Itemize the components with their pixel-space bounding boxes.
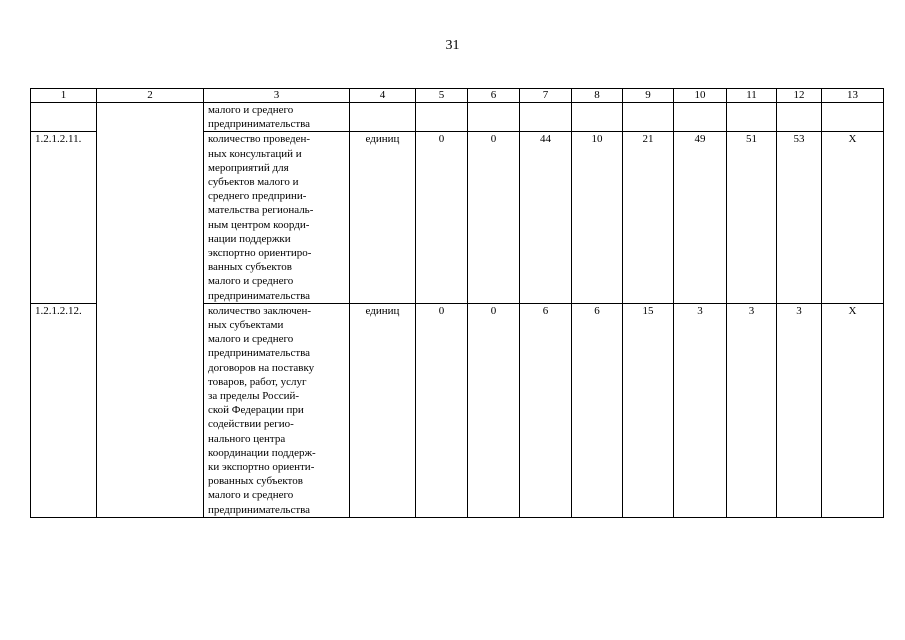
row-name-line: количество проведен- bbox=[208, 133, 311, 146]
row-value bbox=[674, 103, 727, 132]
column-header: 7 bbox=[520, 89, 572, 103]
row-name-line: ным центром коорди- bbox=[208, 218, 310, 231]
row-name-line: мероприятий для bbox=[208, 161, 289, 174]
table-row bbox=[31, 103, 884, 132]
row-name-line: среднего предприни- bbox=[208, 190, 307, 203]
row-value: 3 bbox=[674, 303, 727, 517]
row-name-line: экспортно ориентиро- bbox=[208, 247, 312, 260]
row-value: 6 bbox=[572, 303, 623, 517]
row-value: 51 bbox=[727, 132, 777, 303]
row-value: 21 bbox=[623, 132, 674, 303]
row-value bbox=[468, 103, 520, 132]
row-unit: единиц bbox=[350, 303, 416, 517]
column-header: 12 bbox=[777, 89, 822, 103]
row-value: Х bbox=[822, 303, 884, 517]
row-name-line: ных консультаций и bbox=[208, 147, 302, 160]
row-value: Х bbox=[822, 132, 884, 303]
row-value bbox=[416, 103, 468, 132]
row-name-line: предпринимательства bbox=[208, 347, 311, 360]
row-name-line: ных субъектами bbox=[208, 319, 284, 332]
row-value: 49 bbox=[674, 132, 727, 303]
row-value: 53 bbox=[777, 132, 822, 303]
row-value: 0 bbox=[468, 132, 520, 303]
row-value: 0 bbox=[416, 303, 468, 517]
row-value: 0 bbox=[416, 132, 468, 303]
row-name-line: содействии регио- bbox=[208, 418, 294, 431]
row-name-line: рованных субъектов bbox=[208, 475, 303, 488]
row-code: 1.2.1.2.11. bbox=[31, 132, 97, 303]
row-value: 3 bbox=[777, 303, 822, 517]
column-header: 2 bbox=[97, 89, 204, 103]
column-header: 6 bbox=[468, 89, 520, 103]
row-name-line: предпринимательства bbox=[208, 503, 311, 516]
column-header: 3 bbox=[204, 89, 350, 103]
column-header: 11 bbox=[727, 89, 777, 103]
row-value bbox=[520, 103, 572, 132]
row-name-line: за пределы Россий- bbox=[208, 390, 300, 403]
row-value bbox=[727, 103, 777, 132]
row-value bbox=[777, 103, 822, 132]
row-value: 0 bbox=[468, 303, 520, 517]
row-name-line: предпринимательства bbox=[208, 118, 311, 131]
row-value: 10 bbox=[572, 132, 623, 303]
row-name-line: малого и среднего bbox=[208, 104, 294, 116]
row-name-line: договоров на поставку bbox=[208, 361, 315, 374]
row-name bbox=[204, 303, 350, 517]
row-name-line: малого и среднего bbox=[208, 275, 294, 288]
row-name-line: ки экспортно ориенти- bbox=[208, 461, 315, 474]
row-name-line: малого и среднего bbox=[208, 333, 294, 346]
row-value bbox=[572, 103, 623, 132]
column-header: 10 bbox=[674, 89, 727, 103]
row-name-line: нации поддержки bbox=[208, 232, 291, 245]
row-name-line: предпринимательства bbox=[208, 289, 311, 302]
row-value: 6 bbox=[520, 303, 572, 517]
row-code bbox=[31, 103, 97, 132]
column-header: 5 bbox=[416, 89, 468, 103]
row-name-line: мательства региональ- bbox=[208, 204, 314, 217]
merged-empty-cell bbox=[97, 103, 204, 518]
row-name-line: координации поддерж- bbox=[208, 446, 316, 459]
row-name-line: нального центра bbox=[208, 432, 286, 445]
row-name-line: количество заключен- bbox=[208, 304, 312, 317]
header-row bbox=[31, 89, 884, 103]
row-value: 15 bbox=[623, 303, 674, 517]
row-name bbox=[204, 103, 350, 132]
row-unit: единиц bbox=[350, 132, 416, 303]
row-value: 44 bbox=[520, 132, 572, 303]
row-unit bbox=[350, 103, 416, 132]
page-number: 31 bbox=[445, 38, 460, 53]
column-header: 13 bbox=[822, 89, 884, 103]
row-code: 1.2.1.2.12. bbox=[31, 303, 97, 517]
row-name-line: субъектов малого и bbox=[208, 176, 299, 189]
column-header: 9 bbox=[623, 89, 674, 103]
row-name-line: малого и среднего bbox=[208, 489, 294, 502]
row-name bbox=[204, 132, 350, 303]
row-value bbox=[822, 103, 884, 132]
row-value bbox=[623, 103, 674, 132]
row-name-line: товаров, работ, услуг bbox=[208, 375, 307, 388]
indicators-table bbox=[30, 88, 884, 518]
column-header: 4 bbox=[350, 89, 416, 103]
row-value: 3 bbox=[727, 303, 777, 517]
column-header: 1 bbox=[31, 89, 97, 103]
column-header: 8 bbox=[572, 89, 623, 103]
row-name-line: ванных субъектов bbox=[208, 261, 292, 274]
row-name-line: ской Федерации при bbox=[208, 404, 304, 417]
